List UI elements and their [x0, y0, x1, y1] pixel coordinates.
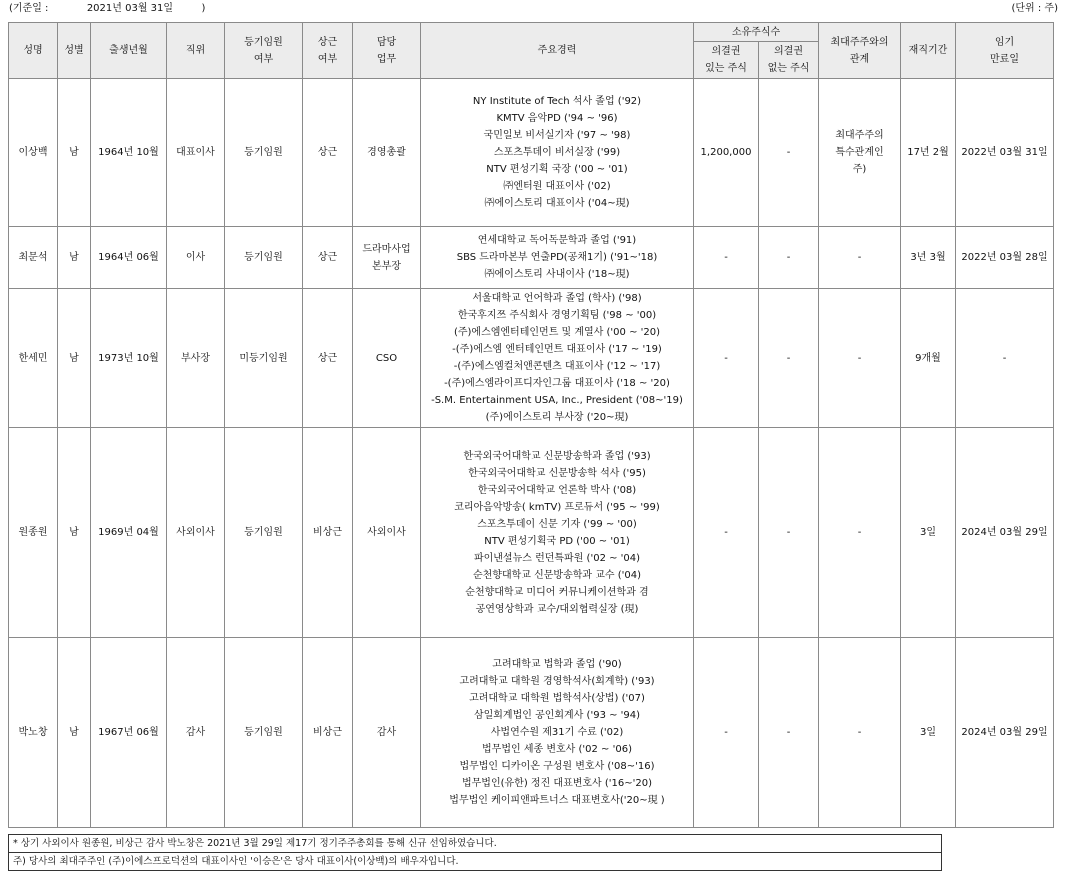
notes-box — [8, 834, 942, 871]
cell-duty-line: 경영총괄 — [367, 147, 406, 158]
cell-career-line: -(주)에스엠 엔터테인먼트 대표이사 ('17 ~ '19) — [452, 344, 662, 355]
cell-career-line: 한국외국어대학교 신문방송학 석사 ('95) — [468, 467, 646, 479]
header-position: 직위 — [167, 23, 225, 79]
header-relation: 최대주주와의 관계 — [819, 23, 901, 79]
cell-relation-line: - — [857, 727, 862, 738]
cell-gender: 남 — [58, 638, 91, 828]
cell-career-line: ㈜에이스토리 대표이사 ('04~現) — [484, 198, 630, 209]
cell-career-line: -(주)에스엠라이프디자인그룹 대표이사 ('18 ~ '20) — [444, 378, 670, 389]
cell-career-line: 법무법인 케이피앤파트너스 대표변호사('20~現 ) — [449, 795, 665, 806]
executives-table — [8, 22, 1054, 828]
cell-birth: 1967년 06월 — [91, 638, 167, 828]
cell-voting: - — [694, 638, 759, 828]
cell-career-line: 순천향대학교 신문방송학과 교수 ('04) — [472, 569, 642, 581]
cell-career-line: 법무법인 세종 변호사 ('02 ~ '06) — [482, 744, 632, 755]
cell-career-line: 스포츠투데이 신문 기자 ('99 ~ '00) — [477, 518, 637, 530]
cell-relation — [819, 638, 901, 828]
cell-career — [421, 227, 694, 289]
cell-position: 사외이사 — [167, 428, 225, 638]
base-date-value: 2021년 03월 31일 — [86, 3, 174, 14]
base-date — [9, 2, 205, 16]
cell-relation — [819, 428, 901, 638]
cell-gender: 남 — [58, 289, 91, 428]
cell-career-line: 고려대학교 대학원 경영학석사(회계학) ('93) — [459, 676, 655, 687]
cell-fulltime: 상근 — [303, 227, 353, 289]
cell-registered: 등기임원 — [225, 428, 303, 638]
cell-gender: 남 — [58, 79, 91, 227]
cell-relation-line: 주) — [852, 164, 867, 175]
cell-relation — [819, 79, 901, 227]
cell-tenure: 17년 2월 — [901, 79, 956, 227]
cell-career-line: 삼일회계법인 공인회계사 ('93 ~ '94) — [473, 710, 641, 721]
cell-nonvoting: - — [759, 428, 819, 638]
cell-registered: 등기임원 — [225, 79, 303, 227]
cell-tenure: 3일 — [901, 638, 956, 828]
cell-position: 이사 — [167, 227, 225, 289]
header-nonvoting: 의결권 없는 주식 — [759, 42, 819, 79]
cell-registered: 등기임원 — [225, 638, 303, 828]
table-row — [9, 289, 1054, 428]
note-1: * 상기 사외이사 원종원, 비상근 감사 박노창은 2021년 3월 29일 제17기 정기주주총회를 통해 신규 선임하였습니다. — [9, 835, 942, 853]
cell-duty-line: 드라마사업 — [362, 243, 411, 255]
cell-relation-line: 특수관계인 — [835, 147, 884, 158]
cell-nonvoting: - — [759, 638, 819, 828]
cell-relation — [819, 289, 901, 428]
cell-career-line: KMTV 음악PD ('94 ~ '96) — [496, 113, 618, 124]
cell-duty-line: CSO — [375, 352, 398, 364]
cell-duty — [353, 79, 421, 227]
cell-term: 2022년 03월 31일 — [956, 79, 1054, 227]
cell-duty — [353, 289, 421, 428]
cell-gender: 남 — [58, 428, 91, 638]
cell-career-line: 고려대학교 대학원 법학석사(상법) ('07) — [469, 693, 645, 704]
table-row — [9, 638, 1054, 828]
cell-name: 박노창 — [9, 638, 58, 828]
cell-career-line: SBS 드라마본부 연출PD(공채1기) ('91~'18) — [456, 252, 658, 263]
header-fulltime: 상근 여부 — [303, 23, 353, 79]
cell-relation-line: - — [857, 252, 862, 263]
header-birth: 출생년월 — [91, 23, 167, 79]
cell-relation — [819, 227, 901, 289]
base-date-label: (기준일 : — [9, 3, 49, 14]
cell-registered: 미등기임원 — [225, 289, 303, 428]
cell-career-line: (주)에스엠엔터테인먼트 및 계열사 ('00 ~ '20) — [453, 327, 661, 338]
cell-nonvoting: - — [759, 227, 819, 289]
cell-tenure: 3년 3월 — [901, 227, 956, 289]
table-row — [9, 79, 1054, 227]
cell-duty-line: 사외이사 — [367, 527, 406, 538]
header-term: 임기 만료일 — [956, 23, 1054, 79]
cell-career-line: 고려대학교 법학과 졸업 ('90) — [492, 659, 622, 670]
cell-career-line: NTV 편성기획 국장 ('00 ~ '01) — [486, 164, 628, 175]
cell-position: 대표이사 — [167, 79, 225, 227]
table-body — [9, 79, 1054, 828]
cell-tenure: 9개월 — [901, 289, 956, 428]
cell-career — [421, 289, 694, 428]
cell-birth: 1964년 06월 — [91, 227, 167, 289]
cell-career-line: NTV 편성기획국 PD ('00 ~ '01) — [484, 535, 630, 547]
cell-name: 한세민 — [9, 289, 58, 428]
cell-name: 원종원 — [9, 428, 58, 638]
table-row — [9, 428, 1054, 638]
header-registered: 등기임원 여부 — [225, 23, 303, 79]
cell-term: - — [956, 289, 1054, 428]
cell-term: 2022년 03월 28일 — [956, 227, 1054, 289]
cell-fulltime: 비상근 — [303, 638, 353, 828]
cell-gender: 남 — [58, 227, 91, 289]
cell-birth: 1964년 10월 — [91, 79, 167, 227]
cell-position: 부사장 — [167, 289, 225, 428]
cell-registered: 등기임원 — [225, 227, 303, 289]
cell-career-line: 법무법인 디카이온 구성원 변호사 ('08~'16) — [459, 761, 655, 772]
cell-name: 이상백 — [9, 79, 58, 227]
cell-birth: 1973년 10월 — [91, 289, 167, 428]
cell-career-line: 한국외국어대학교 신문방송학과 졸업 ('93) — [463, 450, 651, 462]
cell-nonvoting: - — [759, 79, 819, 227]
header-shares: 소유주식수 — [694, 23, 819, 42]
table-row — [9, 227, 1054, 289]
cell-position: 감사 — [167, 638, 225, 828]
cell-voting: - — [694, 428, 759, 638]
cell-nonvoting: - — [759, 289, 819, 428]
cell-career-line: -S.M. Entertainment USA, Inc., President ('08~'19) — [431, 395, 683, 406]
cell-duty-line: 감사 — [376, 727, 397, 738]
cell-career-line: 한국후지쯔 주식회사 경영기획팀 ('98 ~ '00) — [457, 310, 657, 321]
cell-career-line: 한국외국어대학교 언론학 박사 ('08) — [477, 484, 637, 496]
cell-relation-line: 최대주주의 — [835, 130, 884, 141]
cell-voting: 1,200,000 — [694, 79, 759, 227]
header-voting: 의결권 있는 주식 — [694, 42, 759, 79]
cell-voting: - — [694, 289, 759, 428]
cell-career-line: 국민일보 비서실기자 ('97 ~ '98) — [483, 130, 631, 141]
header-tenure: 재직기간 — [901, 23, 956, 79]
cell-career-line: ㈜에이스토리 사내이사 ('18~現) — [484, 269, 630, 280]
cell-career — [421, 428, 694, 638]
cell-career-line: 연세대학교 독어독문학과 졸업 ('91) — [477, 235, 637, 246]
cell-name: 최문석 — [9, 227, 58, 289]
cell-career-line: 공연영상학과 교수/대외협력실장 (現) — [475, 603, 639, 615]
cell-term: 2024년 03월 29일 — [956, 638, 1054, 828]
cell-relation-line: - — [857, 527, 862, 538]
cell-fulltime: 상근 — [303, 79, 353, 227]
cell-career-line: 스포츠투데이 비서실장 ('99) — [493, 147, 621, 158]
cell-duty — [353, 227, 421, 289]
cell-term: 2024년 03월 29일 — [956, 428, 1054, 638]
cell-career-line: -(주)에스엠컬처앤콘텐츠 대표이사 ('12 ~ '17) — [453, 361, 661, 372]
cell-career-line: (주)에이스토리 부사장 ('20~現) — [485, 412, 629, 423]
cell-fulltime: 비상근 — [303, 428, 353, 638]
header-name: 성명 — [9, 23, 58, 79]
header-duty: 담당 업무 — [353, 23, 421, 79]
header-line — [9, 2, 1058, 16]
cell-career — [421, 638, 694, 828]
cell-duty — [353, 428, 421, 638]
cell-tenure: 3일 — [901, 428, 956, 638]
cell-career-line: ㈜엔터원 대표이사 ('02) — [503, 181, 611, 192]
cell-career — [421, 79, 694, 227]
cell-duty — [353, 638, 421, 828]
note-2: 주) 당사의 최대주주인 (주)이에스프로덕션의 대표이사인 '이승은'은 당사 대표이사(이상백)의 배우자입니다. — [9, 853, 942, 871]
cell-career-line: NY Institute of Tech 석사 졸업 ('92) — [472, 96, 642, 107]
cell-duty-line: 본부장 — [372, 260, 401, 272]
cell-career-line: 사법연수원 제31기 수료 ('02) — [490, 727, 624, 738]
unit-label: (단위 : 주) — [1011, 3, 1058, 14]
cell-career-line: 법무법인(유한) 정진 대표변호사 ('16~'20) — [461, 778, 653, 789]
header-career: 주요경력 — [421, 23, 694, 79]
cell-voting: - — [694, 227, 759, 289]
base-date-close: ) — [201, 3, 206, 14]
cell-career-line: 코리아음악방송( kmTV) 프로듀서 ('95 ~ '99) — [454, 501, 660, 513]
header-gender: 성별 — [58, 23, 91, 79]
cell-fulltime: 상근 — [303, 289, 353, 428]
cell-career-line: 순천향대학교 미디어 커뮤니케이션학과 겸 — [465, 586, 649, 598]
cell-career-line: 파이낸셜뉴스 런던특파원 ('02 ~ '04) — [473, 552, 641, 564]
cell-relation-line: - — [857, 352, 862, 364]
cell-birth: 1969년 04월 — [91, 428, 167, 638]
cell-career-line: 서울대학교 언어학과 졸업 (학사) ('98) — [472, 293, 642, 304]
